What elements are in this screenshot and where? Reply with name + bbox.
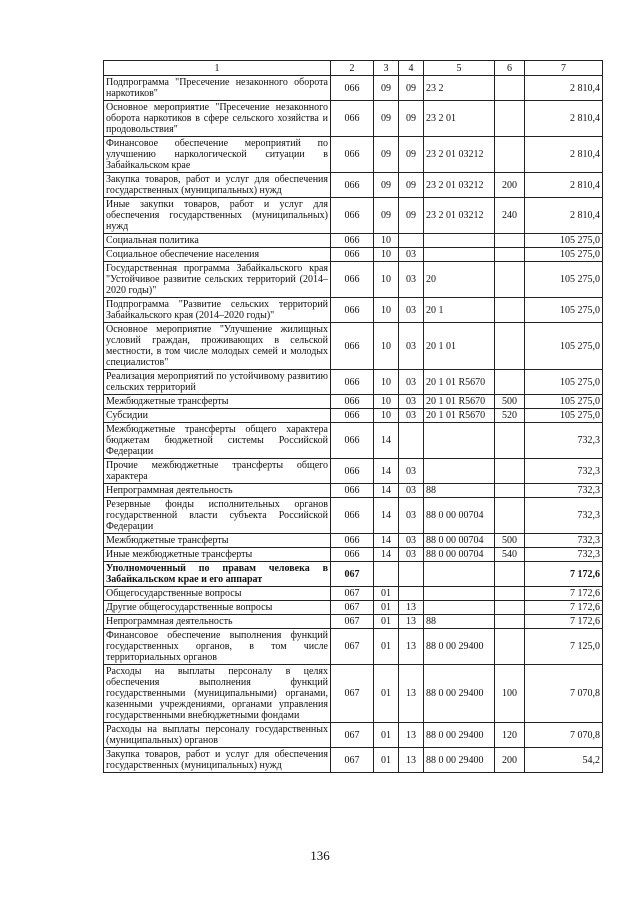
row-name-cell: Иные закупки товаров, работ и услуг для обеспечения государственных (муниципальных) нужд: [104, 198, 331, 234]
row-subsection-cell: 09: [399, 76, 424, 101]
row-section-cell: 14: [374, 423, 399, 459]
row-expense-type-cell: 240: [495, 198, 525, 234]
row-target-article-cell: 88 0 00 00704: [424, 534, 495, 548]
row-expense-type-cell: [495, 587, 525, 601]
row-name-cell: Социальная политика: [104, 234, 331, 248]
row-code-cell: 066: [331, 409, 374, 423]
row-code-cell: 067: [331, 748, 374, 773]
row-subsection-cell: 03: [399, 395, 424, 409]
row-target-article-cell: [424, 423, 495, 459]
row-code-cell: 066: [331, 534, 374, 548]
row-amount-cell: 732,3: [525, 423, 603, 459]
row-section-cell: 14: [374, 548, 399, 562]
row-section-cell: 14: [374, 498, 399, 534]
row-section-cell: 01: [374, 748, 399, 773]
header-col-5: 5: [424, 61, 495, 76]
row-name-cell: Межбюджетные трансферты общего характера бюджетам бюджетной системы Российской Федерации: [104, 423, 331, 459]
table-body: [104, 76, 603, 773]
row-subsection-cell: [399, 423, 424, 459]
row-amount-cell: 2 810,4: [525, 101, 603, 137]
row-amount-cell: 2 810,4: [525, 198, 603, 234]
table-row: [104, 498, 603, 534]
row-target-article-cell: 20 1 01 R5670: [424, 370, 495, 395]
row-subsection-cell: 13: [399, 723, 424, 748]
row-code-cell: 067: [331, 587, 374, 601]
row-name-cell: Реализация мероприятий по устойчивому развитию сельских территорий: [104, 370, 331, 395]
row-section-cell: 10: [374, 370, 399, 395]
row-amount-cell: 2 810,4: [525, 137, 603, 173]
row-name-cell: Социальное обеспечение населения: [104, 248, 331, 262]
row-expense-type-cell: 120: [495, 723, 525, 748]
row-code-cell: 067: [331, 629, 374, 665]
row-amount-cell: 2 810,4: [525, 173, 603, 198]
row-expense-type-cell: 500: [495, 395, 525, 409]
row-name-cell: Закупка товаров, работ и услуг для обеспечения государственных (муниципальных) нужд: [104, 748, 331, 773]
row-target-article-cell: 23 2 01 03212: [424, 137, 495, 173]
table-row: [104, 76, 603, 101]
row-expense-type-cell: [495, 248, 525, 262]
row-expense-type-cell: 100: [495, 665, 525, 723]
row-target-article-cell: 88 0 00 29400: [424, 748, 495, 773]
table-row: [104, 534, 603, 548]
row-section-cell: 01: [374, 601, 399, 615]
row-subsection-cell: 03: [399, 459, 424, 484]
row-section-cell: 10: [374, 248, 399, 262]
row-amount-cell: 7 070,8: [525, 723, 603, 748]
row-code-cell: 067: [331, 562, 374, 587]
header-col-7: 7: [525, 61, 603, 76]
row-target-article-cell: 20 1 01: [424, 323, 495, 370]
row-expense-type-cell: [495, 101, 525, 137]
row-section-cell: 09: [374, 76, 399, 101]
row-section-cell: 10: [374, 234, 399, 248]
table-row: [104, 101, 603, 137]
row-section-cell: 01: [374, 665, 399, 723]
row-section-cell: 10: [374, 323, 399, 370]
row-target-article-cell: 88 0 00 00704: [424, 498, 495, 534]
row-code-cell: 067: [331, 723, 374, 748]
table-row: [104, 409, 603, 423]
row-name-cell: Общегосударственные вопросы: [104, 587, 331, 601]
row-code-cell: 066: [331, 323, 374, 370]
row-expense-type-cell: [495, 323, 525, 370]
row-amount-cell: 7 172,6: [525, 615, 603, 629]
row-section-cell: 10: [374, 298, 399, 323]
row-subsection-cell: [399, 234, 424, 248]
table-row: [104, 395, 603, 409]
row-section-cell: 14: [374, 459, 399, 484]
table-row: [104, 298, 603, 323]
row-section-cell: 01: [374, 629, 399, 665]
row-target-article-cell: [424, 459, 495, 484]
page-number: 136: [310, 848, 330, 863]
row-name-cell: Уполномоченный по правам человека в Забайкальском крае и его аппарат: [104, 562, 331, 587]
row-code-cell: 066: [331, 298, 374, 323]
row-subsection-cell: 09: [399, 198, 424, 234]
row-name-cell: Основное мероприятие "Пресечение незаконного оборота наркотиков в сфере сельского хозяйства и продовольствия": [104, 101, 331, 137]
row-expense-type-cell: [495, 562, 525, 587]
table-row: [104, 601, 603, 615]
row-expense-type-cell: [495, 262, 525, 298]
row-code-cell: 066: [331, 262, 374, 298]
row-code-cell: 066: [331, 370, 374, 395]
header-row: [104, 61, 603, 76]
row-amount-cell: 105 275,0: [525, 409, 603, 423]
row-section-cell: 10: [374, 409, 399, 423]
table-row: [104, 137, 603, 173]
row-name-cell: Финансовое обеспечение мероприятий по улучшению наркологической ситуации в Забайкальском крае: [104, 137, 331, 173]
row-amount-cell: 2 810,4: [525, 76, 603, 101]
row-amount-cell: 732,3: [525, 484, 603, 498]
row-target-article-cell: 88 0 00 29400: [424, 723, 495, 748]
row-expense-type-cell: 540: [495, 548, 525, 562]
row-target-article-cell: [424, 248, 495, 262]
header-col-3: 3: [374, 61, 399, 76]
row-amount-cell: 7 125,0: [525, 629, 603, 665]
header-col-2: 2: [331, 61, 374, 76]
row-target-article-cell: 88: [424, 615, 495, 629]
row-name-cell: Межбюджетные трансферты: [104, 395, 331, 409]
row-expense-type-cell: [495, 498, 525, 534]
row-amount-cell: 732,3: [525, 534, 603, 548]
row-name-cell: Финансовое обеспечение выполнения функций государственных органов, в том числе территориальных органов: [104, 629, 331, 665]
row-subsection-cell: 03: [399, 370, 424, 395]
row-target-article-cell: 23 2 01 03212: [424, 173, 495, 198]
row-subsection-cell: 03: [399, 409, 424, 423]
row-subsection-cell: 13: [399, 665, 424, 723]
row-amount-cell: 105 275,0: [525, 323, 603, 370]
budget-table: [103, 60, 603, 773]
table-row: [104, 459, 603, 484]
row-expense-type-cell: [495, 459, 525, 484]
row-subsection-cell: 13: [399, 629, 424, 665]
table-row: [104, 615, 603, 629]
header-col-4: 4: [399, 61, 424, 76]
row-code-cell: 066: [331, 198, 374, 234]
row-code-cell: 066: [331, 248, 374, 262]
row-amount-cell: 732,3: [525, 548, 603, 562]
row-section-cell: 09: [374, 198, 399, 234]
row-name-cell: Расходы на выплаты персоналу в целях обеспечения выполнения функций государственными (муниципальными) органами, казенными учреждениями, органами управления государственными внебюджетными фондами: [104, 665, 331, 723]
row-section-cell: 10: [374, 262, 399, 298]
table-row: [104, 323, 603, 370]
table-row: [104, 723, 603, 748]
row-target-article-cell: 20 1: [424, 298, 495, 323]
row-name-cell: Расходы на выплаты персоналу государственных (муниципальных) органов: [104, 723, 331, 748]
row-expense-type-cell: [495, 629, 525, 665]
row-expense-type-cell: 500: [495, 534, 525, 548]
row-amount-cell: 732,3: [525, 498, 603, 534]
row-target-article-cell: [424, 234, 495, 248]
row-subsection-cell: 09: [399, 101, 424, 137]
row-name-cell: Государственная программа Забайкальского края "Устойчивое развитие сельских территорий (2014–2020 годы)": [104, 262, 331, 298]
row-name-cell: Подпрограмма "Пресечение незаконного оборота наркотиков": [104, 76, 331, 101]
row-target-article-cell: 23 2 01: [424, 101, 495, 137]
row-target-article-cell: 88 0 00 00704: [424, 548, 495, 562]
row-code-cell: 067: [331, 665, 374, 723]
row-section-cell: 01: [374, 615, 399, 629]
row-code-cell: 066: [331, 234, 374, 248]
row-name-cell: Резервные фонды исполнительных органов государственной власти субъекта Российской Федерации: [104, 498, 331, 534]
row-expense-type-cell: [495, 601, 525, 615]
row-section-cell: 01: [374, 723, 399, 748]
row-code-cell: 066: [331, 459, 374, 484]
row-section-cell: 14: [374, 484, 399, 498]
row-target-article-cell: 23 2 01 03212: [424, 198, 495, 234]
row-amount-cell: 54,2: [525, 748, 603, 773]
row-section-cell: 10: [374, 395, 399, 409]
table-row: [104, 370, 603, 395]
row-subsection-cell: 03: [399, 534, 424, 548]
row-subsection-cell: 03: [399, 498, 424, 534]
row-subsection-cell: 13: [399, 748, 424, 773]
row-code-cell: 066: [331, 548, 374, 562]
row-subsection-cell: 13: [399, 601, 424, 615]
row-amount-cell: 105 275,0: [525, 248, 603, 262]
table-row: [104, 587, 603, 601]
row-name-cell: Другие общегосударственные вопросы: [104, 601, 331, 615]
row-code-cell: 066: [331, 423, 374, 459]
row-amount-cell: 105 275,0: [525, 262, 603, 298]
row-section-cell: 14: [374, 534, 399, 548]
row-target-article-cell: [424, 562, 495, 587]
row-code-cell: 067: [331, 601, 374, 615]
row-amount-cell: 7 070,8: [525, 665, 603, 723]
row-target-article-cell: 20 1 01 R5670: [424, 409, 495, 423]
table-row: [104, 198, 603, 234]
table-row: [104, 173, 603, 198]
row-code-cell: 066: [331, 76, 374, 101]
row-section-cell: [374, 562, 399, 587]
row-expense-type-cell: 520: [495, 409, 525, 423]
row-subsection-cell: 09: [399, 137, 424, 173]
row-name-cell: Субсидии: [104, 409, 331, 423]
row-amount-cell: 105 275,0: [525, 395, 603, 409]
row-expense-type-cell: [495, 370, 525, 395]
table-row: [104, 484, 603, 498]
row-subsection-cell: 13: [399, 615, 424, 629]
table-row: [104, 548, 603, 562]
header-col-6: 6: [495, 61, 525, 76]
row-code-cell: 067: [331, 615, 374, 629]
row-amount-cell: 7 172,6: [525, 587, 603, 601]
row-name-cell: Закупка товаров, работ и услуг для обеспечения государственных (муниципальных) нужд: [104, 173, 331, 198]
row-name-cell: Иные межбюджетные трансферты: [104, 548, 331, 562]
row-name-cell: Непрограммная деятельность: [104, 615, 331, 629]
row-target-article-cell: 88 0 00 29400: [424, 665, 495, 723]
row-code-cell: 066: [331, 484, 374, 498]
row-subsection-cell: 03: [399, 484, 424, 498]
row-amount-cell: 105 275,0: [525, 298, 603, 323]
row-amount-cell: 732,3: [525, 459, 603, 484]
row-subsection-cell: 03: [399, 298, 424, 323]
header-col-1: 1: [104, 61, 331, 76]
row-subsection-cell: [399, 562, 424, 587]
row-section-cell: 09: [374, 101, 399, 137]
row-expense-type-cell: [495, 423, 525, 459]
row-expense-type-cell: [495, 484, 525, 498]
row-section-cell: 09: [374, 137, 399, 173]
row-amount-cell: 105 275,0: [525, 370, 603, 395]
row-subsection-cell: 09: [399, 173, 424, 198]
row-section-cell: 01: [374, 587, 399, 601]
row-code-cell: 066: [331, 498, 374, 534]
row-target-article-cell: 20 1 01 R5670: [424, 395, 495, 409]
row-amount-cell: 105 275,0: [525, 234, 603, 248]
table-row: [104, 423, 603, 459]
row-subsection-cell: 03: [399, 248, 424, 262]
row-expense-type-cell: [495, 76, 525, 101]
row-expense-type-cell: [495, 234, 525, 248]
row-code-cell: 066: [331, 395, 374, 409]
row-subsection-cell: 03: [399, 548, 424, 562]
row-target-article-cell: 20: [424, 262, 495, 298]
row-target-article-cell: [424, 587, 495, 601]
row-name-cell: Межбюджетные трансферты: [104, 534, 331, 548]
row-target-article-cell: 23 2: [424, 76, 495, 101]
row-code-cell: 066: [331, 101, 374, 137]
row-expense-type-cell: [495, 298, 525, 323]
row-target-article-cell: 88 0 00 29400: [424, 629, 495, 665]
row-name-cell: Основное мероприятие "Улучшение жилищных условий граждан, проживающих в сельской местности, в том числе молодых семей и молодых специалистов": [104, 323, 331, 370]
row-section-cell: 09: [374, 173, 399, 198]
row-expense-type-cell: [495, 137, 525, 173]
row-subsection-cell: 03: [399, 323, 424, 370]
row-amount-cell: 7 172,6: [525, 601, 603, 615]
row-amount-cell: 7 172,6: [525, 562, 603, 587]
row-code-cell: 066: [331, 137, 374, 173]
table-row: [104, 665, 603, 723]
table-row: [104, 629, 603, 665]
row-name-cell: Непрограммная деятельность: [104, 484, 331, 498]
table-row: [104, 562, 603, 587]
row-code-cell: 066: [331, 173, 374, 198]
row-expense-type-cell: 200: [495, 748, 525, 773]
row-target-article-cell: [424, 601, 495, 615]
table-row: [104, 748, 603, 773]
row-name-cell: Прочие межбюджетные трансферты общего характера: [104, 459, 331, 484]
row-expense-type-cell: [495, 615, 525, 629]
row-subsection-cell: [399, 587, 424, 601]
table-row: [104, 248, 603, 262]
row-target-article-cell: 88: [424, 484, 495, 498]
row-name-cell: Подпрограмма "Развитие сельских территорий Забайкальского края (2014–2020 годы)": [104, 298, 331, 323]
table-row: [104, 234, 603, 248]
row-expense-type-cell: 200: [495, 173, 525, 198]
table-row: [104, 262, 603, 298]
row-subsection-cell: 03: [399, 262, 424, 298]
